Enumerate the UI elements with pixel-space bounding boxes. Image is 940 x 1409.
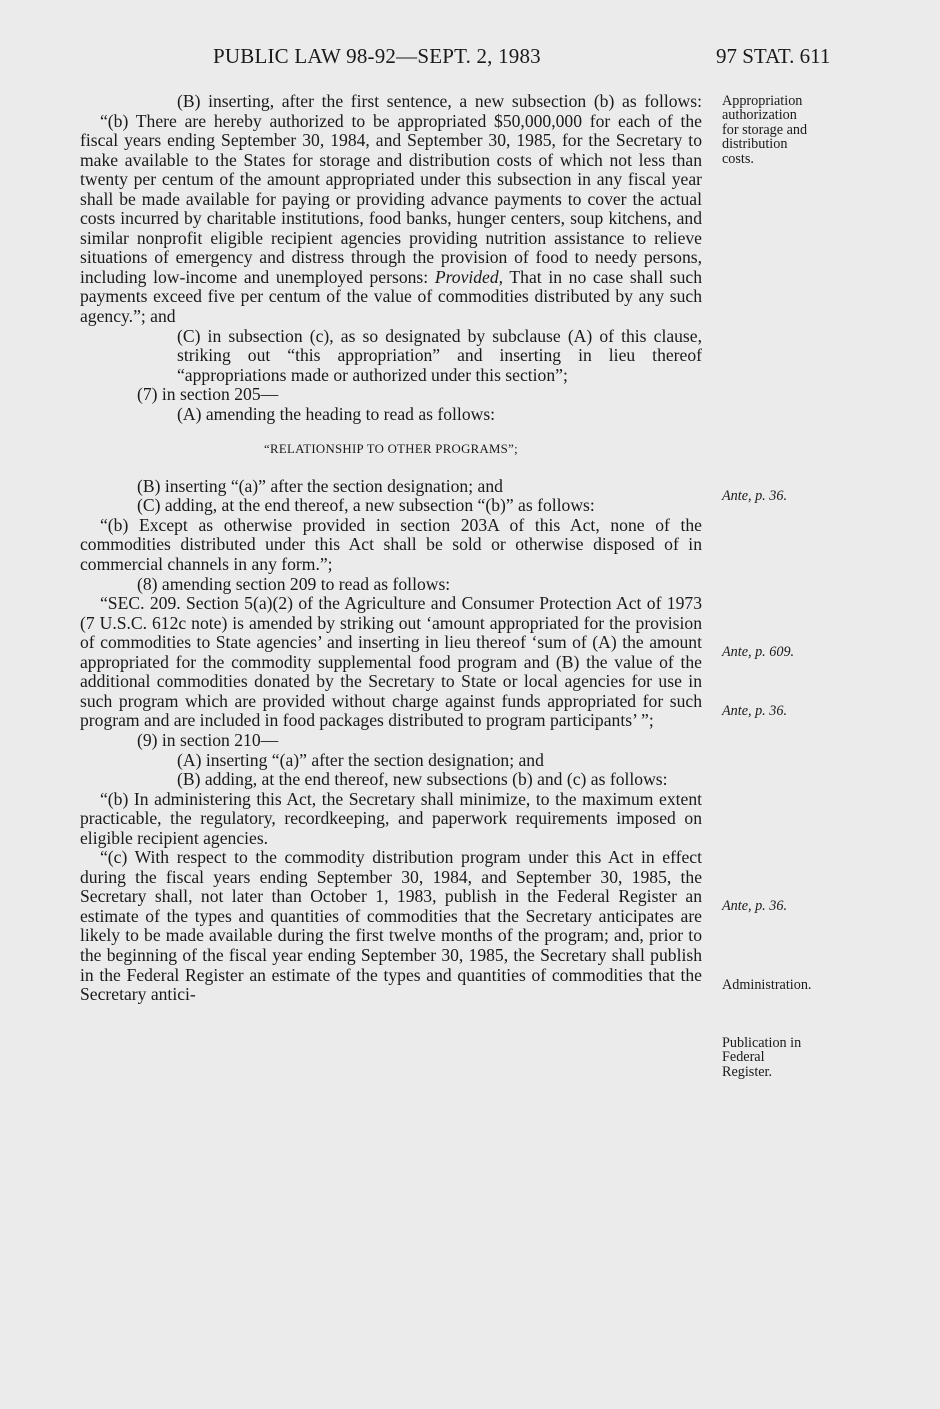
paragraph-c-subsection [80, 327, 702, 386]
paragraph-text: (A) inserting “(a)” after the section designation; and [177, 749, 544, 770]
paragraph-text: “(b) Except as otherwise provided in section 203A of this Act, none of the commodities distributed under this Act shall be sold or otherwise disposed of in commercial channels in any form.”; [80, 514, 702, 575]
paragraph-b-inserting [80, 92, 702, 112]
margin-note-text: Administration. [722, 977, 812, 993]
margin-note-text: Ante, p. 36. [722, 898, 788, 914]
margin-note-line: Register. [722, 1063, 773, 1080]
margin-note-text: Ante, p. 609. [722, 644, 795, 660]
paragraph-b-inserting-a [80, 477, 702, 497]
margin-note-line: for storage and [722, 121, 808, 138]
margin-note-text: Ante, p. 36. [722, 488, 788, 504]
margin-note-line: Federal [722, 1049, 765, 1066]
paragraph-a-amending [80, 405, 702, 425]
paragraph-text: (7) in section 205— [137, 384, 279, 405]
paragraph-text: (C) adding, at the end thereof, a new subsection “(b)” as follows: [137, 495, 595, 516]
margin-note-line: Appropriation [722, 93, 803, 109]
paragraph-text: (9) in section 210— [137, 729, 279, 750]
margin-note-publication [722, 1036, 801, 1079]
margin-note-ante-609 [722, 645, 794, 659]
margin-note-line: distribution [722, 136, 788, 153]
margin-note-line: authorization [722, 107, 797, 124]
margin-note-text: Ante, p. 36. [722, 703, 788, 719]
page-header-title: PUBLIC LAW 98-92—SEPT. 2, 1983 [213, 44, 541, 68]
margin-note-ante-36-c [722, 899, 787, 913]
page-header-stat: 97 STAT. 611 [716, 44, 831, 68]
margin-note-appropriation [722, 94, 807, 166]
margin-note-ante-36-b [722, 704, 787, 718]
paragraph-8 [80, 575, 702, 595]
paragraph-text: “(b) In administering this Act, the Secretary shall minimize, to the maximum extent practicable, the regulatory, recordkeeping, and paperwork requirements imposed on eligible recipient agencies. [80, 788, 702, 848]
paragraph-administering [80, 790, 702, 849]
italic-proviso: Provided, [434, 266, 504, 287]
paragraph-9 [80, 731, 702, 751]
paragraph-text: (B) adding, at the end thereof, new subsections (b) and (c) as follows: [177, 769, 668, 790]
paragraph-text: “(b) There are hereby authorized to be appropriated $50,000,000 for each of the fiscal years ending September 30, 1984, and September 30, 1985, for the Secretary to make available to the States for storage and distribution costs of which not less than twenty per centum of the amount appropriated under this subsection in any fiscal year shall be made available for paying or providing advance payments to cover the actual costs incurred by charitable institutions, food banks, hunger centers, soup kitchens, and similar nonprofit eligible recipient agencies providing nutrition assistance to relieve situations of emergency and distress through the provision of food to needy persons, including low-income and unemployed persons: [80, 110, 702, 287]
paragraph-c-adding [80, 496, 702, 516]
margin-note-ante-36-a [722, 489, 787, 503]
margin-note-line: costs. [722, 150, 754, 167]
paragraph-except [80, 516, 702, 575]
paragraph-text: (8) amending section 209 to read as follows: [137, 573, 451, 594]
margin-note-line: Publication in [722, 1035, 802, 1051]
paragraph-text: “(c) With respect to the commodity distribution program under this Act in effect during the fiscal years ending September 30, 1984, and September 30, 1985, the Secretary shall, not later than October 1, 1983, publish in the Federal Register an estimate of the types and quantities of commodities that the Secretary anticipates are likely to be made available during the first twelve months of the program; and, prior to the beginning of the fiscal year ending September 30, 1985, the Secretary shall publish in the Federal Register an estimate of the types and quantities of commodities that the Secretary antici- [80, 847, 702, 1005]
paragraph-text: (B) inserting, after the first sentence, a new subsection (b) as follows: [177, 91, 702, 111]
margin-note-administration [722, 978, 811, 992]
paragraph-text: (B) inserting “(a)” after the section designation; and [137, 475, 503, 496]
paragraph-subsection-b [80, 112, 702, 327]
paragraph-text: (A) amending the heading to read as follows: [177, 403, 496, 424]
paragraph-text: “SEC. 209. Section 5(a)(2) of the Agriculture and Consumer Protection Act of 1973 (7 U.S.C. 612c note) is amended by striking out ‘amount appropriated for the provision of commodities to State agencies’ and inserting in lieu thereof ‘sum of (A) the amount appropriated for the commodity supplemental food program and (B) the value of the additional commodities donated by the Secretary to State or local agencies for use in such program which are provided without charge against funds appropriated for such program and are included in food packages distributed to program participants’ ”; [80, 593, 702, 731]
paragraph-7 [80, 385, 702, 405]
paragraph-commodity-distribution [80, 848, 702, 1004]
section-heading: “RELATIONSHIP TO OTHER PROGRAMS”; [264, 442, 518, 457]
paragraph-text: That in no case shall such payments exceed five per centum of the value of commodities distributed by any such agency.”; and [80, 266, 702, 327]
paragraph-text: (C) in subsection (c), as so designated by subclause (A) of this clause, striking out “this appropriation” and inserting in lieu thereof “appropriations made or authorized under this section”; [177, 325, 702, 385]
paragraph-a-inserting [80, 751, 702, 771]
body-text [80, 92, 702, 1005]
paragraph-sec-209 [80, 594, 702, 731]
paragraph-b-adding [80, 770, 702, 790]
